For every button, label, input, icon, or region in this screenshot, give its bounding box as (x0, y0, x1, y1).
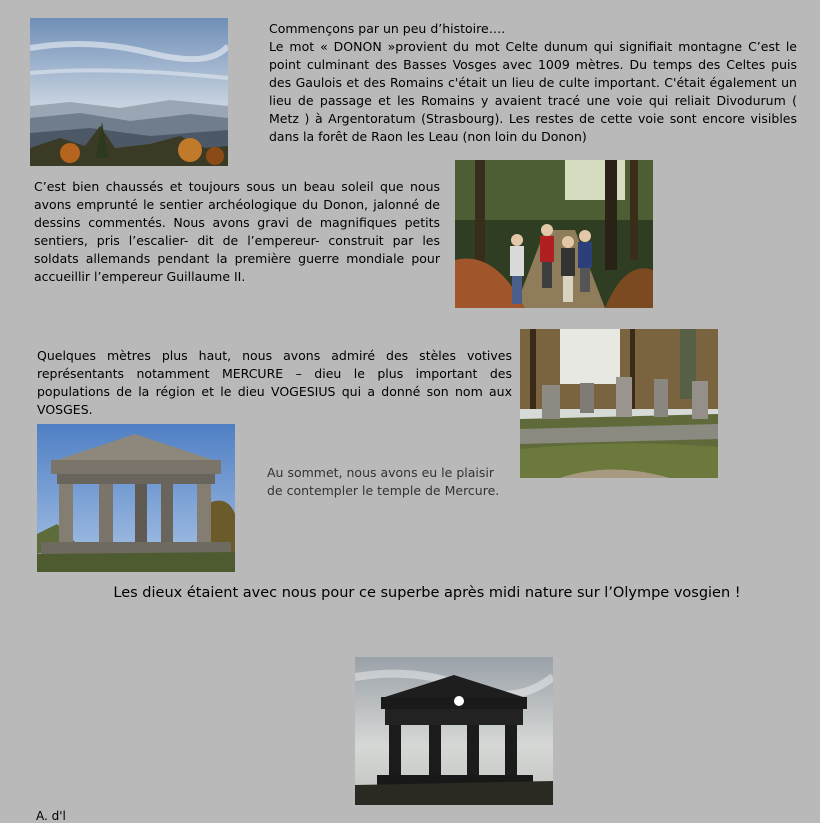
intro-paragraph (269, 20, 797, 146)
stele-paragraph: Quelques mètres plus haut, nous avons admiré des stèles votives représentants notamment MERCURE – dieu le plus important des populations de la région et le dieu VOGESIUS qui a donné son nom aux VOSGES. (37, 348, 512, 417)
photo-temple-of-mercury (37, 424, 235, 572)
photo-hikers-forest (455, 160, 653, 308)
intro-body: Le mot « DONON »provient du mot Celte dunum qui signifiait montagne C’est le point culminant des Basses Vosges avec 1009 mètres. Du temps des Celtes puis des Gaulois et des Romains c'était un lieu de culte important. C'était également un lieu de passage et les Romains y avaient tracé une voie qui reliait Divodurum ( Metz ) à Argentoratum (Strasbourg). Les restes de cette voie sont encore visibles dans la forêt de Raon les Leau (non loin du Donon) (269, 39, 797, 144)
footer-partial-text: A. d'l (36, 809, 66, 823)
walk-paragraph: C’est bien chaussés et toujours sous un beau soleil que nous avons emprunté le sentier archéologique du Donon, jalonné de dessins commentés. Nous avons gravi de magnifiques petits sentiers, pris l’escalier- dit de l’empereur- construit par les soldats allemands pendant la première guerre mondiale pour accueillir l’empereur Guillaume II. (34, 179, 440, 284)
photo-mountain-landscape (30, 18, 228, 166)
closing-sentence: Les dieux étaient avec nous pour ce superbe après midi nature sur l’Olympe vosgien ! (113, 585, 741, 601)
photo-votive-steles (520, 329, 718, 478)
intro-lead: Commençons par un peu d’histoire…. (269, 21, 506, 36)
photo-temple-silhouette (355, 657, 553, 805)
temple-paragraph: Au sommet, nous avons eu le plaisir de contempler le temple de Mercure. (267, 465, 500, 498)
